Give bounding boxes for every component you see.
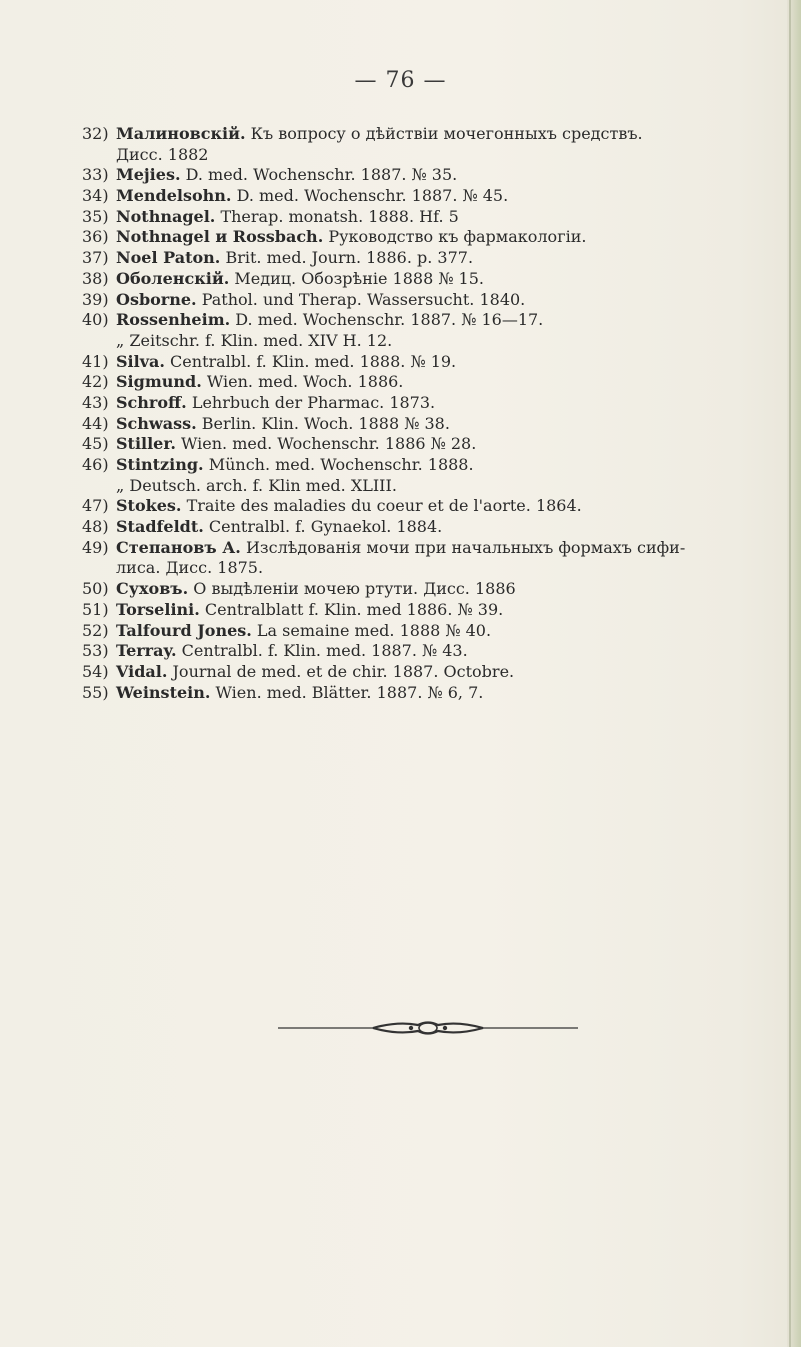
bibliography-entry bbox=[82, 207, 782, 228]
bibliography-entry bbox=[82, 310, 782, 331]
entry-citation: Journal de med. et de chir. 1887. Octobre. bbox=[172, 661, 515, 681]
entry-citation: Wien. med. Blätter. 1887. № 6, 7. bbox=[215, 682, 484, 702]
bibliography-entry bbox=[82, 434, 782, 455]
entry-citation: La semaine med. 1888 № 40. bbox=[256, 620, 492, 640]
entry-author: Nothnagel и Rossbach. bbox=[116, 227, 324, 247]
entry-citation: О выдѣленіи мочею ртути. Дисс. 1886 bbox=[193, 579, 516, 599]
entry-number: 54) bbox=[82, 661, 109, 681]
bibliography-entry bbox=[82, 124, 782, 145]
entry-citation: D. med. Wochenschr. 1887. № 16—17. bbox=[235, 310, 544, 330]
entry-number: 46) bbox=[82, 455, 109, 474]
entry-number: 50) bbox=[82, 579, 109, 599]
entry-number: 38) bbox=[82, 268, 109, 288]
entry-number: 37) bbox=[82, 248, 109, 268]
entry-number: 42) bbox=[82, 372, 109, 392]
entry-citation: Centralbl. f. Klin. med. 1887. № 43. bbox=[181, 641, 468, 661]
bibliography-entry bbox=[82, 372, 782, 393]
entry-citation: D. med. Wochenschr. 1887. № 45. bbox=[236, 186, 509, 206]
bibliography-entry bbox=[82, 683, 782, 704]
entry-author: Stadfeldt. bbox=[116, 517, 204, 537]
entry-citation: Wien. med. Woch. 1886. bbox=[206, 372, 404, 392]
entry-citation: Centralbl. f. Klin. med. 1888. № 19. bbox=[170, 351, 457, 371]
entry-number: 40) bbox=[82, 310, 109, 330]
entry-author: Torselini. bbox=[116, 599, 200, 619]
entry-author: Mendelsohn. bbox=[116, 186, 232, 206]
entry-number: 55) bbox=[82, 682, 109, 702]
entry-author: Talfourd Jones. bbox=[116, 620, 252, 640]
entry-author: Terray. bbox=[116, 641, 177, 661]
bibliography-entry bbox=[82, 248, 782, 269]
entry-number: 35) bbox=[82, 206, 109, 226]
entry-citation: D. med. Wochenschr. 1887. № 35. bbox=[185, 165, 458, 185]
bibliography-entry bbox=[82, 579, 782, 600]
page-edge-line bbox=[789, 0, 791, 1347]
bibliography-entry-continuation: Дисс. 1882 bbox=[116, 144, 209, 164]
bibliography-entry bbox=[82, 227, 782, 248]
entry-number: 45) bbox=[82, 434, 109, 454]
entry-author: Stiller. bbox=[116, 434, 176, 454]
entry-number: 39) bbox=[82, 289, 109, 309]
entry-citation: Brit. med. Journ. 1886. p. 377. bbox=[225, 248, 474, 268]
entry-number: 48) bbox=[82, 517, 109, 537]
bibliography-entry-continuation: лиса. Дисс. 1875. bbox=[116, 558, 264, 578]
entry-citation: Изслѣдованія мочи при начальныхъ формахъ сифи- bbox=[245, 537, 686, 557]
entry-number: 32) bbox=[82, 124, 109, 143]
entry-number: 33) bbox=[82, 165, 109, 185]
entry-citation: Медиц. Обозрѣніе 1888 № 15. bbox=[234, 268, 484, 288]
bibliography-entry bbox=[82, 641, 782, 662]
entry-citation: Münch. med. Wochenschr. 1888. bbox=[208, 455, 474, 474]
bibliography-entry bbox=[82, 517, 782, 538]
entry-author: Степановъ А. bbox=[116, 537, 241, 557]
entry-citation: Lehrbuch der Pharmac. 1873. bbox=[191, 392, 436, 412]
bibliography-entry bbox=[82, 165, 782, 186]
bibliography-entry bbox=[82, 186, 782, 207]
entry-author: Schroff. bbox=[116, 392, 187, 412]
entry-number: 43) bbox=[82, 392, 109, 412]
bibliography-entry-continuation: „ Zeitschr. f. Klin. med. XIV H. 12. bbox=[116, 330, 393, 350]
entry-citation: Centralbl. f. Gynaekol. 1884. bbox=[208, 517, 443, 537]
entry-number: 49) bbox=[82, 537, 109, 557]
entry-author: Малиновскій. bbox=[116, 124, 246, 143]
entry-author: Silva. bbox=[116, 351, 165, 371]
entry-citation: Къ вопросу о дѣйствіи мочегонныхъ средствъ. bbox=[250, 124, 643, 143]
ornament-divider bbox=[278, 1018, 578, 1038]
entry-citation: Wien. med. Wochenschr. 1886 № 28. bbox=[180, 434, 477, 454]
entry-citation: Traite des maladies du coeur et de l'aorte. 1864. bbox=[186, 496, 582, 516]
bibliography-entry-continuation: „ Deutsch. arch. f. Klin med. XLIII. bbox=[116, 475, 397, 495]
bibliography-entry bbox=[82, 621, 782, 642]
entry-citation: Pathol. und Therap. Wassersucht. 1840. bbox=[201, 289, 526, 309]
entry-citation: Berlin. Klin. Woch. 1888 № 38. bbox=[201, 413, 450, 433]
entry-number: 53) bbox=[82, 641, 109, 661]
bibliography-entry bbox=[82, 600, 782, 621]
bibliography-entry bbox=[82, 496, 782, 517]
entry-author: Schwass. bbox=[116, 413, 197, 433]
entry-author: Mejies. bbox=[116, 165, 181, 185]
entry-author: Rossenheim. bbox=[116, 310, 231, 330]
bibliography-entry bbox=[82, 414, 782, 435]
entry-author: Osborne. bbox=[116, 289, 197, 309]
bibliography-entry bbox=[82, 352, 782, 373]
entry-citation: Руководство къ фармакологіи. bbox=[328, 227, 587, 247]
entry-number: 41) bbox=[82, 351, 109, 371]
entry-author: Stintzing. bbox=[116, 455, 204, 474]
entry-citation: Centralblatt f. Klin. med 1886. № 39. bbox=[204, 599, 504, 619]
bibliography-entry bbox=[82, 455, 782, 476]
bibliography-entry bbox=[82, 393, 782, 414]
entry-author: Stokes. bbox=[116, 496, 182, 516]
entry-number: 44) bbox=[82, 413, 109, 433]
bibliography-entry bbox=[82, 269, 782, 290]
bibliography-entry bbox=[82, 290, 782, 311]
entry-number: 47) bbox=[82, 496, 109, 516]
entry-number: 52) bbox=[82, 620, 109, 640]
entry-author: Оболенскій. bbox=[116, 268, 230, 288]
bibliography-entry bbox=[82, 538, 782, 559]
entry-citation: Therap. monatsh. 1888. Hf. 5 bbox=[220, 206, 459, 226]
entry-author: Noel Paton. bbox=[116, 248, 221, 268]
entry-author: Vidal. bbox=[116, 661, 168, 681]
entry-author: Weinstein. bbox=[116, 682, 211, 702]
page-number: — 76 — bbox=[354, 68, 447, 93]
entry-number: 36) bbox=[82, 227, 109, 247]
entry-author: Nothnagel. bbox=[116, 206, 216, 226]
bibliography-entry bbox=[82, 662, 782, 683]
entry-number: 51) bbox=[82, 599, 109, 619]
entry-author: Суховъ. bbox=[116, 579, 189, 599]
entry-number: 34) bbox=[82, 186, 109, 206]
bibliography-list bbox=[82, 124, 782, 703]
entry-author: Sigmund. bbox=[116, 372, 202, 392]
